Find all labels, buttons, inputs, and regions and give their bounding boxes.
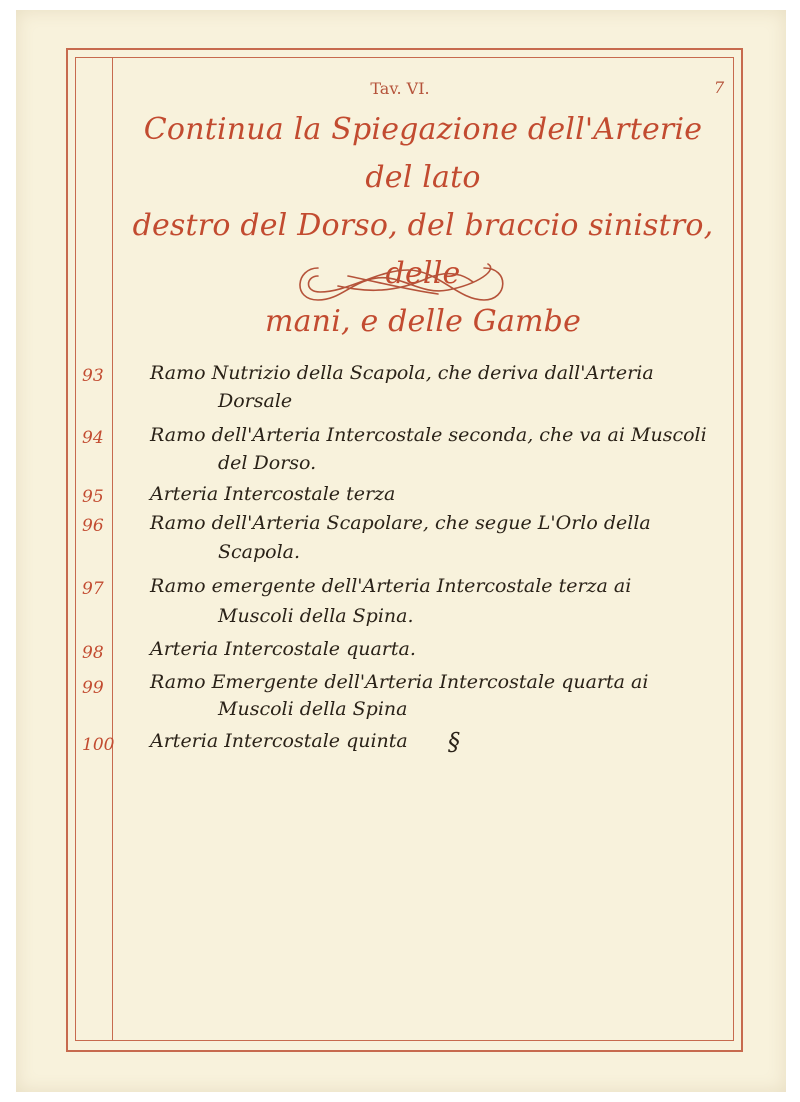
entry-text: Ramo dell'Arteria Scapolare, che segue L'Orlo della [150,512,651,534]
entry-text: Ramo Emergente dell'Arteria Intercostale quarta ai [150,671,649,693]
entry-text: Arteria Intercostale quarta. [150,638,416,660]
entry-text-continuation: Muscoli della Spina. [218,605,414,627]
entry-number: 93 [82,366,104,386]
margin-rule [112,57,113,1041]
entry-number: 99 [82,678,104,698]
entry-number: 98 [82,643,104,663]
entry-number: 96 [82,516,104,536]
entry-number: 100 [82,735,115,755]
entry-number: 95 [82,487,104,507]
plate-label: Tav. VI. [370,79,430,98]
entry-number: 97 [82,579,104,599]
page-number: 7 [714,78,725,97]
entry-text: Ramo Nutrizio della Scapola, che deriva dall'Arteria [150,362,654,384]
entry-text-continuation: del Dorso. [218,452,317,474]
flourish-ornament [288,256,513,312]
title-line: mani, e delle Gambe [264,304,582,339]
entry-text-continuation: Muscoli della Spina [218,698,408,720]
entry-text-continuation: Scapola. [218,541,301,563]
title-line: destro del Dorso, del braccio sinistro, delle [132,208,714,291]
end-mark: § [448,728,460,756]
entry-text: Arteria Intercostale quinta [150,730,408,752]
title-line: Continua la Spiegazione dell'Arterie del lato [143,112,703,195]
entry-text: Arteria Intercostale terza [150,483,396,505]
entry-text-continuation: Dorsale [218,390,293,412]
entry-text: Ramo dell'Arteria Intercostale seconda, che va ai Muscoli [150,424,707,446]
entry-text: Ramo emergente dell'Arteria Intercostale terza ai [150,575,632,597]
entry-number: 94 [82,428,104,448]
